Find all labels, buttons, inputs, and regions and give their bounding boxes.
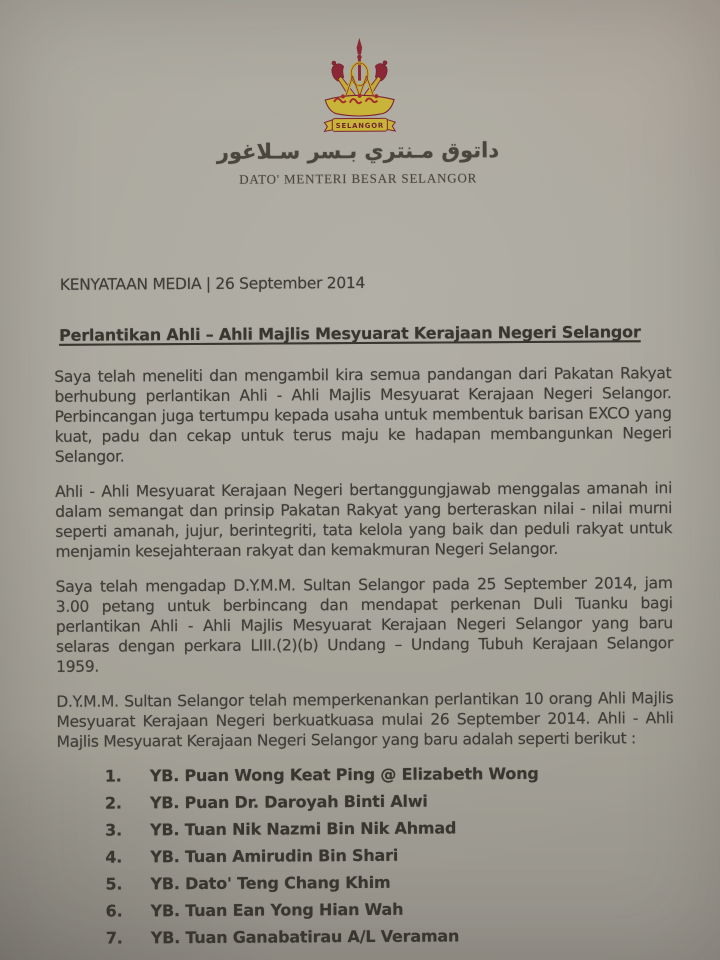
paragraph-3: Saya telah mengadap D.Y.M.M. Sultan Selangor pada 25 September 2014, jam 3.00 petang untuk berbincang dan mendapat perkenan Duli Tuanku bagi perlantikan Ahli - Ahli Majlis Mesyuarat Kerajaan Negeri Selangor yang baru selaras dengan perkara LIII.(2)(b) Undang – Undang Tubuh Kerajaan Selangor 1959. <box>55 574 674 676</box>
crest-banner <box>324 118 395 131</box>
jawi-title: داتوق مـنتري بـسر سـلاغور <box>216 138 500 164</box>
item-name: YB. Dato' Teng Chang Khim <box>150 872 391 894</box>
statement-header: KENYATAAN MEDIA | 26 September 2014 <box>59 273 366 294</box>
crest-spear <box>357 38 363 81</box>
list-item <box>57 763 674 794</box>
list-item <box>58 925 675 956</box>
list-item <box>57 871 674 902</box>
list-item <box>57 817 674 848</box>
letterhead-name: DATO' MENTERI BESAR SELANGOR <box>239 170 478 187</box>
paragraph-4: D.Y.M.M. Sultan Selangor telah memperkenankan perlantikan 10 orang Ahli Majlis Mesyuarat Kerajaan Negeri berkuatkuasa mulai 26 September 2014. Ahli - Ahli Majlis Mesyuarat Kerajaan Negeri Selangor yang baru adalah seperti berikut : <box>56 689 674 751</box>
item-number: 5. <box>105 874 123 894</box>
item-name: YB. Tuan Amirudin Bin Shari <box>150 845 399 867</box>
paragraph-2: Ahli - Ahli Mesyuarat Kerajaan Negeri bertanggungjawab menggalas amanah ini dalam semangat dan prinsip Pakatan Rakyat yang berteraskan nilai - nilai murni seperti amanah, jujur, berintegriti, tata kelola yang baik dan peduli rakyat untuk menjamin kesejahteraan rakyat dan kemakmuran Negeri Selangor. <box>55 479 673 561</box>
media-statement <box>54 271 675 956</box>
item-number: 6. <box>105 901 123 921</box>
item-name: YB. Puan Dr. Daroyah Binti Alwi <box>149 791 428 813</box>
item-number: 3. <box>105 820 123 840</box>
list-item <box>57 844 674 875</box>
appointee-list <box>57 763 675 956</box>
item-number: 2. <box>104 793 122 813</box>
item-name: YB. Tuan Ganabatirau A/L Veraman <box>150 926 460 948</box>
item-number: 1. <box>104 766 122 786</box>
statement-title: Perlantikan Ahli – Ahli Majlis Mesyuarat Kerajaan Negeri Selangor <box>59 322 641 345</box>
item-name: YB. Tuan Nik Nazmi Bin Nik Ahmad <box>150 818 457 840</box>
item-number: 7. <box>105 928 123 948</box>
list-item <box>57 790 674 821</box>
selangor-crest-icon <box>300 36 419 139</box>
list-item <box>58 898 675 929</box>
crest-banner-text: SELANGOR <box>335 121 384 131</box>
item-name: YB. Tuan Ean Yong Hian Wah <box>150 899 404 921</box>
item-name: YB. Puan Wong Keat Ping @ Elizabeth Wong <box>149 763 539 786</box>
item-number: 4. <box>105 847 123 867</box>
crest-boat <box>325 95 394 116</box>
paragraph-1: Saya telah meneliti dan mengambil kira semua pandangan dari Pakatan Rakyat berhubung perlantikan Ahli - Ahli Majlis Mesyuarat Kerajaan Negeri Selangor. Perbincangan juga tertumpu kepada usaha untuk membentuk barisan EXCO yang kuat, padu dan cekap untuk terus maju ke hadapan membangunkan Negeri Selangor. <box>54 364 672 466</box>
